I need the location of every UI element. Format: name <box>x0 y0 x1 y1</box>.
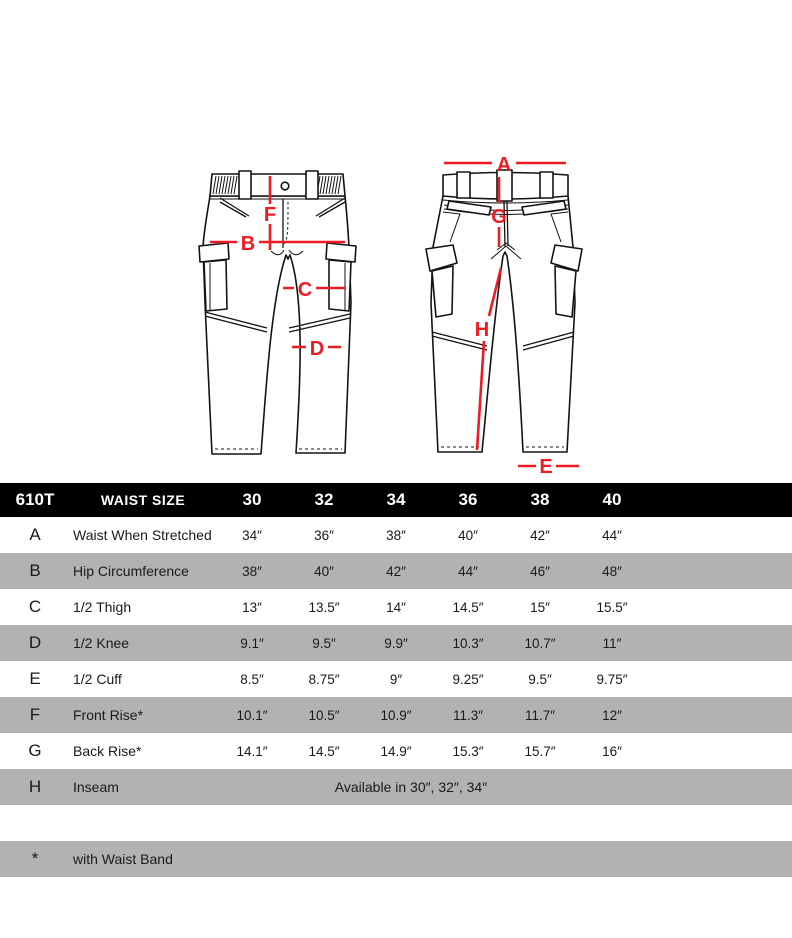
size-value: 9.5″ <box>528 671 552 687</box>
table-row-inseam <box>0 769 792 805</box>
row-label: Inseam <box>73 779 119 795</box>
cargo-pocket-back-left <box>432 266 453 317</box>
measure-label-b: B <box>240 233 256 255</box>
table-row <box>0 733 792 769</box>
size-value: 15.7″ <box>524 743 556 759</box>
row-label: 1/2 Thigh <box>73 599 132 615</box>
size-value: 42″ <box>530 527 550 543</box>
measure-label-e: E <box>539 456 553 478</box>
size-value: 9.5″ <box>312 635 336 651</box>
cargo-pocket-back-right <box>555 266 576 317</box>
size-value: 38″ <box>242 563 262 579</box>
size-column-header: 40 <box>602 490 622 509</box>
belt-loop <box>306 171 318 199</box>
size-value: 46″ <box>530 563 550 579</box>
row-label: Back Rise* <box>73 743 142 759</box>
row-letter: F <box>29 705 41 724</box>
footnote-text: with Waist Band <box>73 851 173 867</box>
measure-label-d: D <box>309 338 325 360</box>
size-value: 34″ <box>242 527 262 543</box>
size-value: 9.9″ <box>384 635 408 651</box>
size-value: 9.25″ <box>452 671 484 687</box>
row-label: Front Rise* <box>73 707 144 723</box>
size-value: 15″ <box>530 599 550 615</box>
size-value: 15.3″ <box>452 743 484 759</box>
size-value: 10.7″ <box>524 635 556 651</box>
row-label: 1/2 Knee <box>73 635 130 651</box>
size-value: 10.5″ <box>308 707 340 723</box>
measure-label-c: C <box>297 279 313 301</box>
table-row <box>0 625 792 661</box>
model-number: 610T <box>15 490 55 509</box>
measure-label-h: H <box>474 319 490 341</box>
size-value: 48″ <box>602 563 622 579</box>
row-letter: D <box>28 633 42 652</box>
size-value: 11.3″ <box>452 707 484 723</box>
front-view-drawing <box>199 171 356 454</box>
row-label: Waist When Stretched <box>73 527 212 543</box>
cargo-pocket-left <box>204 260 227 311</box>
size-value: 12″ <box>602 707 622 723</box>
row-letter: B <box>29 561 41 580</box>
size-value: 14.1″ <box>236 743 268 759</box>
waist-button <box>281 182 289 190</box>
size-value: 10.3″ <box>452 635 484 651</box>
size-column-header: 32 <box>314 490 334 509</box>
size-value: 10.1″ <box>236 707 268 723</box>
size-value: 14″ <box>386 599 406 615</box>
inseam-availability: Available in 30″, 32″, 34″ <box>334 779 488 795</box>
size-table <box>0 483 792 877</box>
row-letter: G <box>28 741 42 760</box>
table-header-row <box>0 483 792 517</box>
measure-label-g: G <box>491 206 507 228</box>
table-row <box>0 553 792 589</box>
size-value: 9.75″ <box>596 671 628 687</box>
row-letter: A <box>29 525 41 544</box>
waist-size-header: WAIST SIZE <box>100 492 186 508</box>
size-value: 8.75″ <box>308 671 340 687</box>
size-value: 13″ <box>242 599 262 615</box>
size-value: 40″ <box>314 563 334 579</box>
measure-label-f: F <box>263 204 277 226</box>
row-letter: C <box>28 597 42 616</box>
size-value: 40″ <box>458 527 478 543</box>
size-value: 14.5″ <box>452 599 484 615</box>
size-value: 10.9″ <box>380 707 412 723</box>
table-row <box>0 697 792 733</box>
table-row <box>0 517 792 553</box>
size-value: 36″ <box>314 527 334 543</box>
size-value: 11″ <box>602 635 622 651</box>
size-column-header: 34 <box>386 490 406 509</box>
size-value: 13.5″ <box>308 599 340 615</box>
belt-loop <box>457 172 470 198</box>
row-letter: E <box>29 669 41 688</box>
size-value: 14.5″ <box>308 743 340 759</box>
size-value: 11.7″ <box>524 707 556 723</box>
size-value: 44″ <box>458 563 478 579</box>
table-row <box>0 589 792 625</box>
row-label: Hip Circumference <box>73 563 189 579</box>
cargo-pocket-right <box>329 260 351 311</box>
size-column-header: 36 <box>458 490 478 509</box>
size-column-header: 30 <box>242 490 262 509</box>
size-column-header: 38 <box>530 490 550 509</box>
size-value: 16″ <box>602 743 622 759</box>
size-value: 44″ <box>602 527 622 543</box>
size-value: 8.5″ <box>240 671 264 687</box>
size-value: 9″ <box>389 671 403 687</box>
row-letter: H <box>28 777 42 796</box>
size-value: 14.9″ <box>380 743 412 759</box>
belt-loop <box>540 172 553 198</box>
measure-label-a: A <box>496 154 512 176</box>
footnote-row <box>0 841 792 877</box>
size-value: 42″ <box>386 563 406 579</box>
table-gap <box>0 805 792 841</box>
row-label: 1/2 Cuff <box>73 671 122 687</box>
table-row <box>0 661 792 697</box>
size-value: 38″ <box>386 527 406 543</box>
size-value: 15.5″ <box>596 599 628 615</box>
size-value: 9.1″ <box>240 635 264 651</box>
footnote-symbol: * <box>31 849 39 868</box>
belt-loop <box>239 171 251 199</box>
